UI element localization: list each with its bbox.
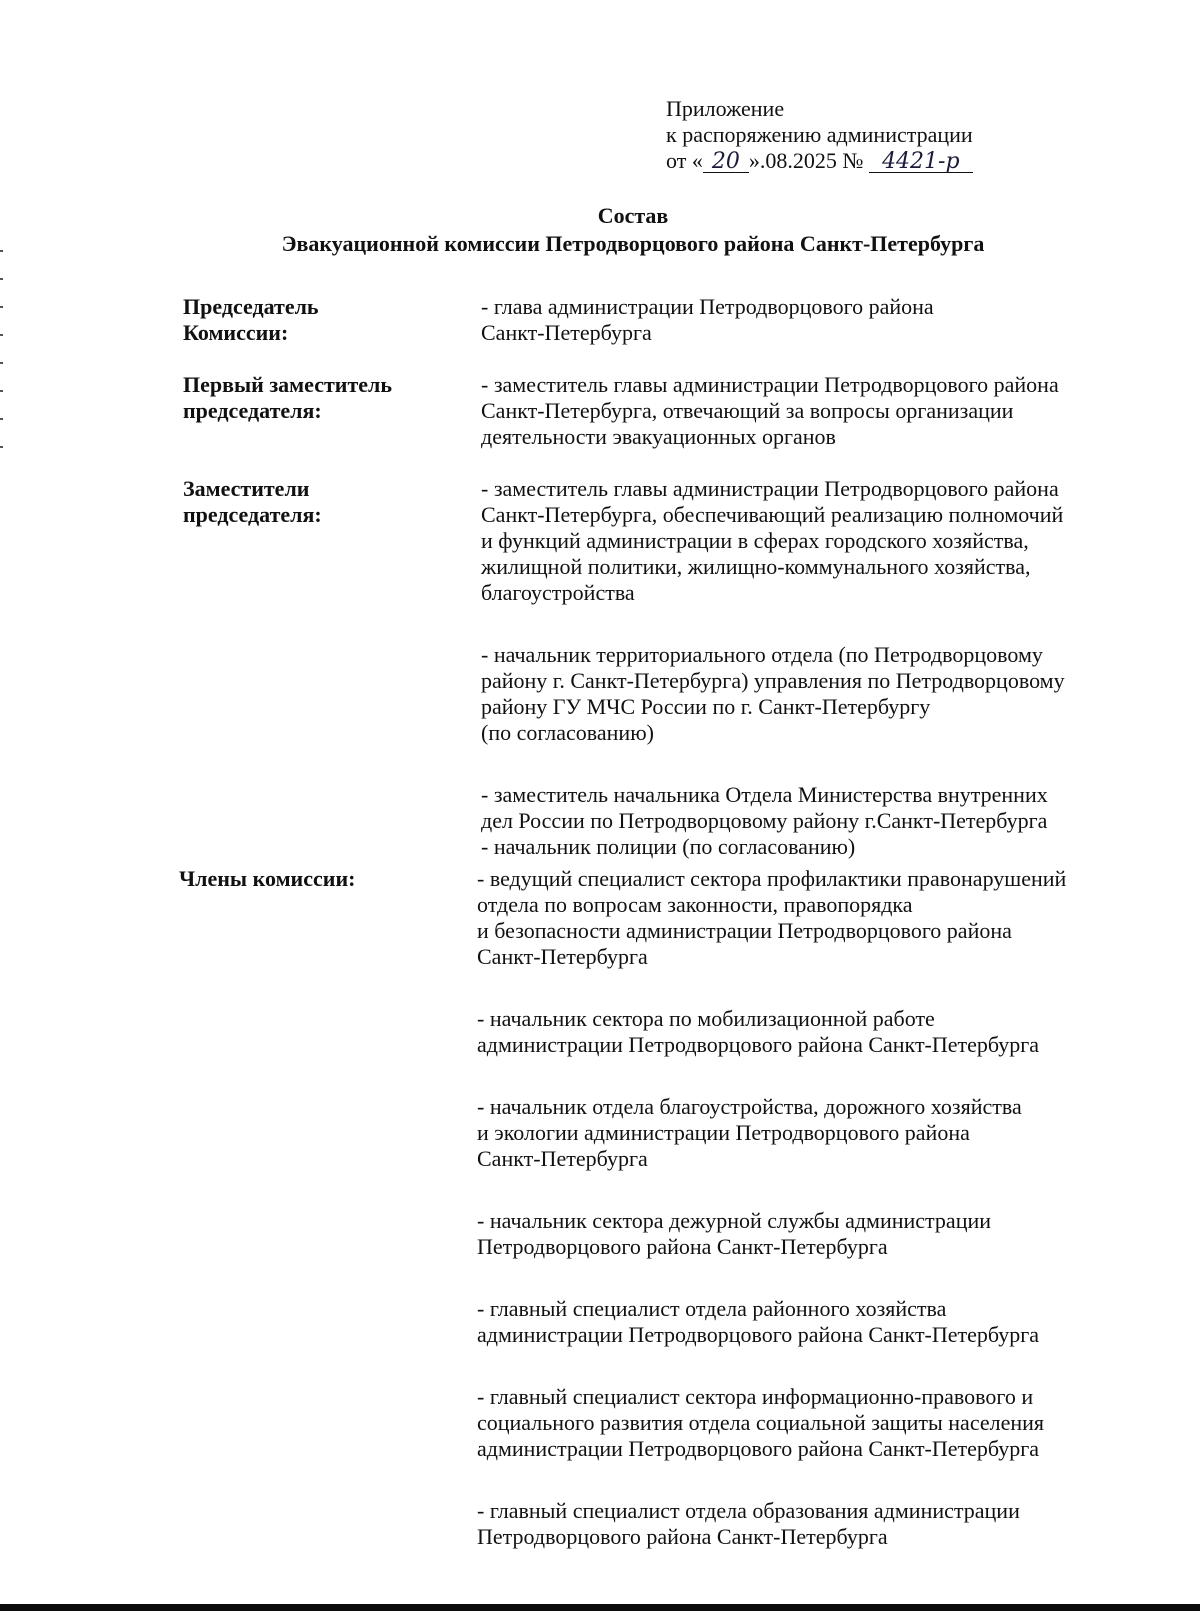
role-description <box>481 294 1141 346</box>
list-item: - начальник территориального отдела (по Петродворцовому району г. Санкт-Петербурга) управления по Петродворцовому району ГУ МЧС России по г. Санкт-Петербургу (по согласованию) <box>481 642 1065 745</box>
list-item: - главный специалист отдела районного хозяйства администрации Петродворцового района Санкт-Петербурга <box>477 1296 1040 1347</box>
list-item: - начальник сектора дежурной службы администрации Петродворцового района Санкт-Петербурга <box>477 1208 992 1259</box>
date-suffix: ».08.2025 № <box>748 148 864 173</box>
appendix-header <box>666 96 973 174</box>
scan-edge-marks <box>0 250 4 480</box>
list-item: - главный специалист отдела образования администрации Петродворцового района Санкт-Петербурга <box>477 1498 1020 1549</box>
appendix-reference: к распоряжению администрации <box>666 122 973 147</box>
role-label: Заместители председателя: <box>183 476 322 527</box>
document-title: Состав <box>597 203 669 228</box>
role-label: Председатель Комиссии: <box>183 294 319 345</box>
handwritten-day: 20 <box>703 152 749 173</box>
role-description <box>481 372 1141 450</box>
appendix-date-line <box>666 148 973 174</box>
list-item: - начальник отдела благоустройства, дорожного хозяйства и экологии администрации Петродворцового района Санкт-Петербурга <box>477 1094 1022 1171</box>
list-item: - заместитель главы администрации Петродворцового района Санкт-Петербурга, отвечающий за вопросы организации деятельности эвакуационных органов <box>481 372 1059 449</box>
date-prefix: от « <box>666 148 703 173</box>
list-item: - начальник сектора по мобилизационной работе администрации Петродворцового района Санкт-Петербурга <box>477 1006 1040 1057</box>
role-description <box>477 866 1137 1550</box>
document-subtitle: Эвакуационной комиссии Петродворцового района Санкт-Петербурга <box>281 231 985 256</box>
role-label: Члены комиссии: <box>179 866 356 891</box>
role-description <box>481 476 1141 860</box>
handwritten-order-number: 4421-р <box>869 152 973 173</box>
list-item: - главный специалист сектора информационно-правового и социального развития отдела социальной защиты населения администрации Петродворцового района Санкт-Петербурга <box>477 1384 1045 1461</box>
scan-bottom-edge <box>0 1604 1200 1611</box>
list-item: - глава администрации Петродворцового района Санкт-Петербурга <box>481 294 934 345</box>
list-item: - ведущий специалист сектора профилактики правонарушений отдела по вопросам законности, правопорядка и безопасности администрации Петродворцового района Санкт-Петербурга <box>477 866 1067 969</box>
role-label: Первый заместитель председателя: <box>183 372 392 423</box>
appendix-title: Приложение <box>666 96 785 121</box>
list-item: - заместитель главы администрации Петродворцового района Санкт-Петербурга, обеспечивающий реализацию полномочий и функций администрации в сферах городского хозяйства, жилищной политики, жилищно-коммунального хозяйства, благоустройства <box>481 476 1064 605</box>
list-item: - заместитель начальника Отдела Министерства внутренних дел России по Петродворцовому району г.Санкт-Петербурга - начальник полиции (по согласованию) <box>481 782 1048 859</box>
